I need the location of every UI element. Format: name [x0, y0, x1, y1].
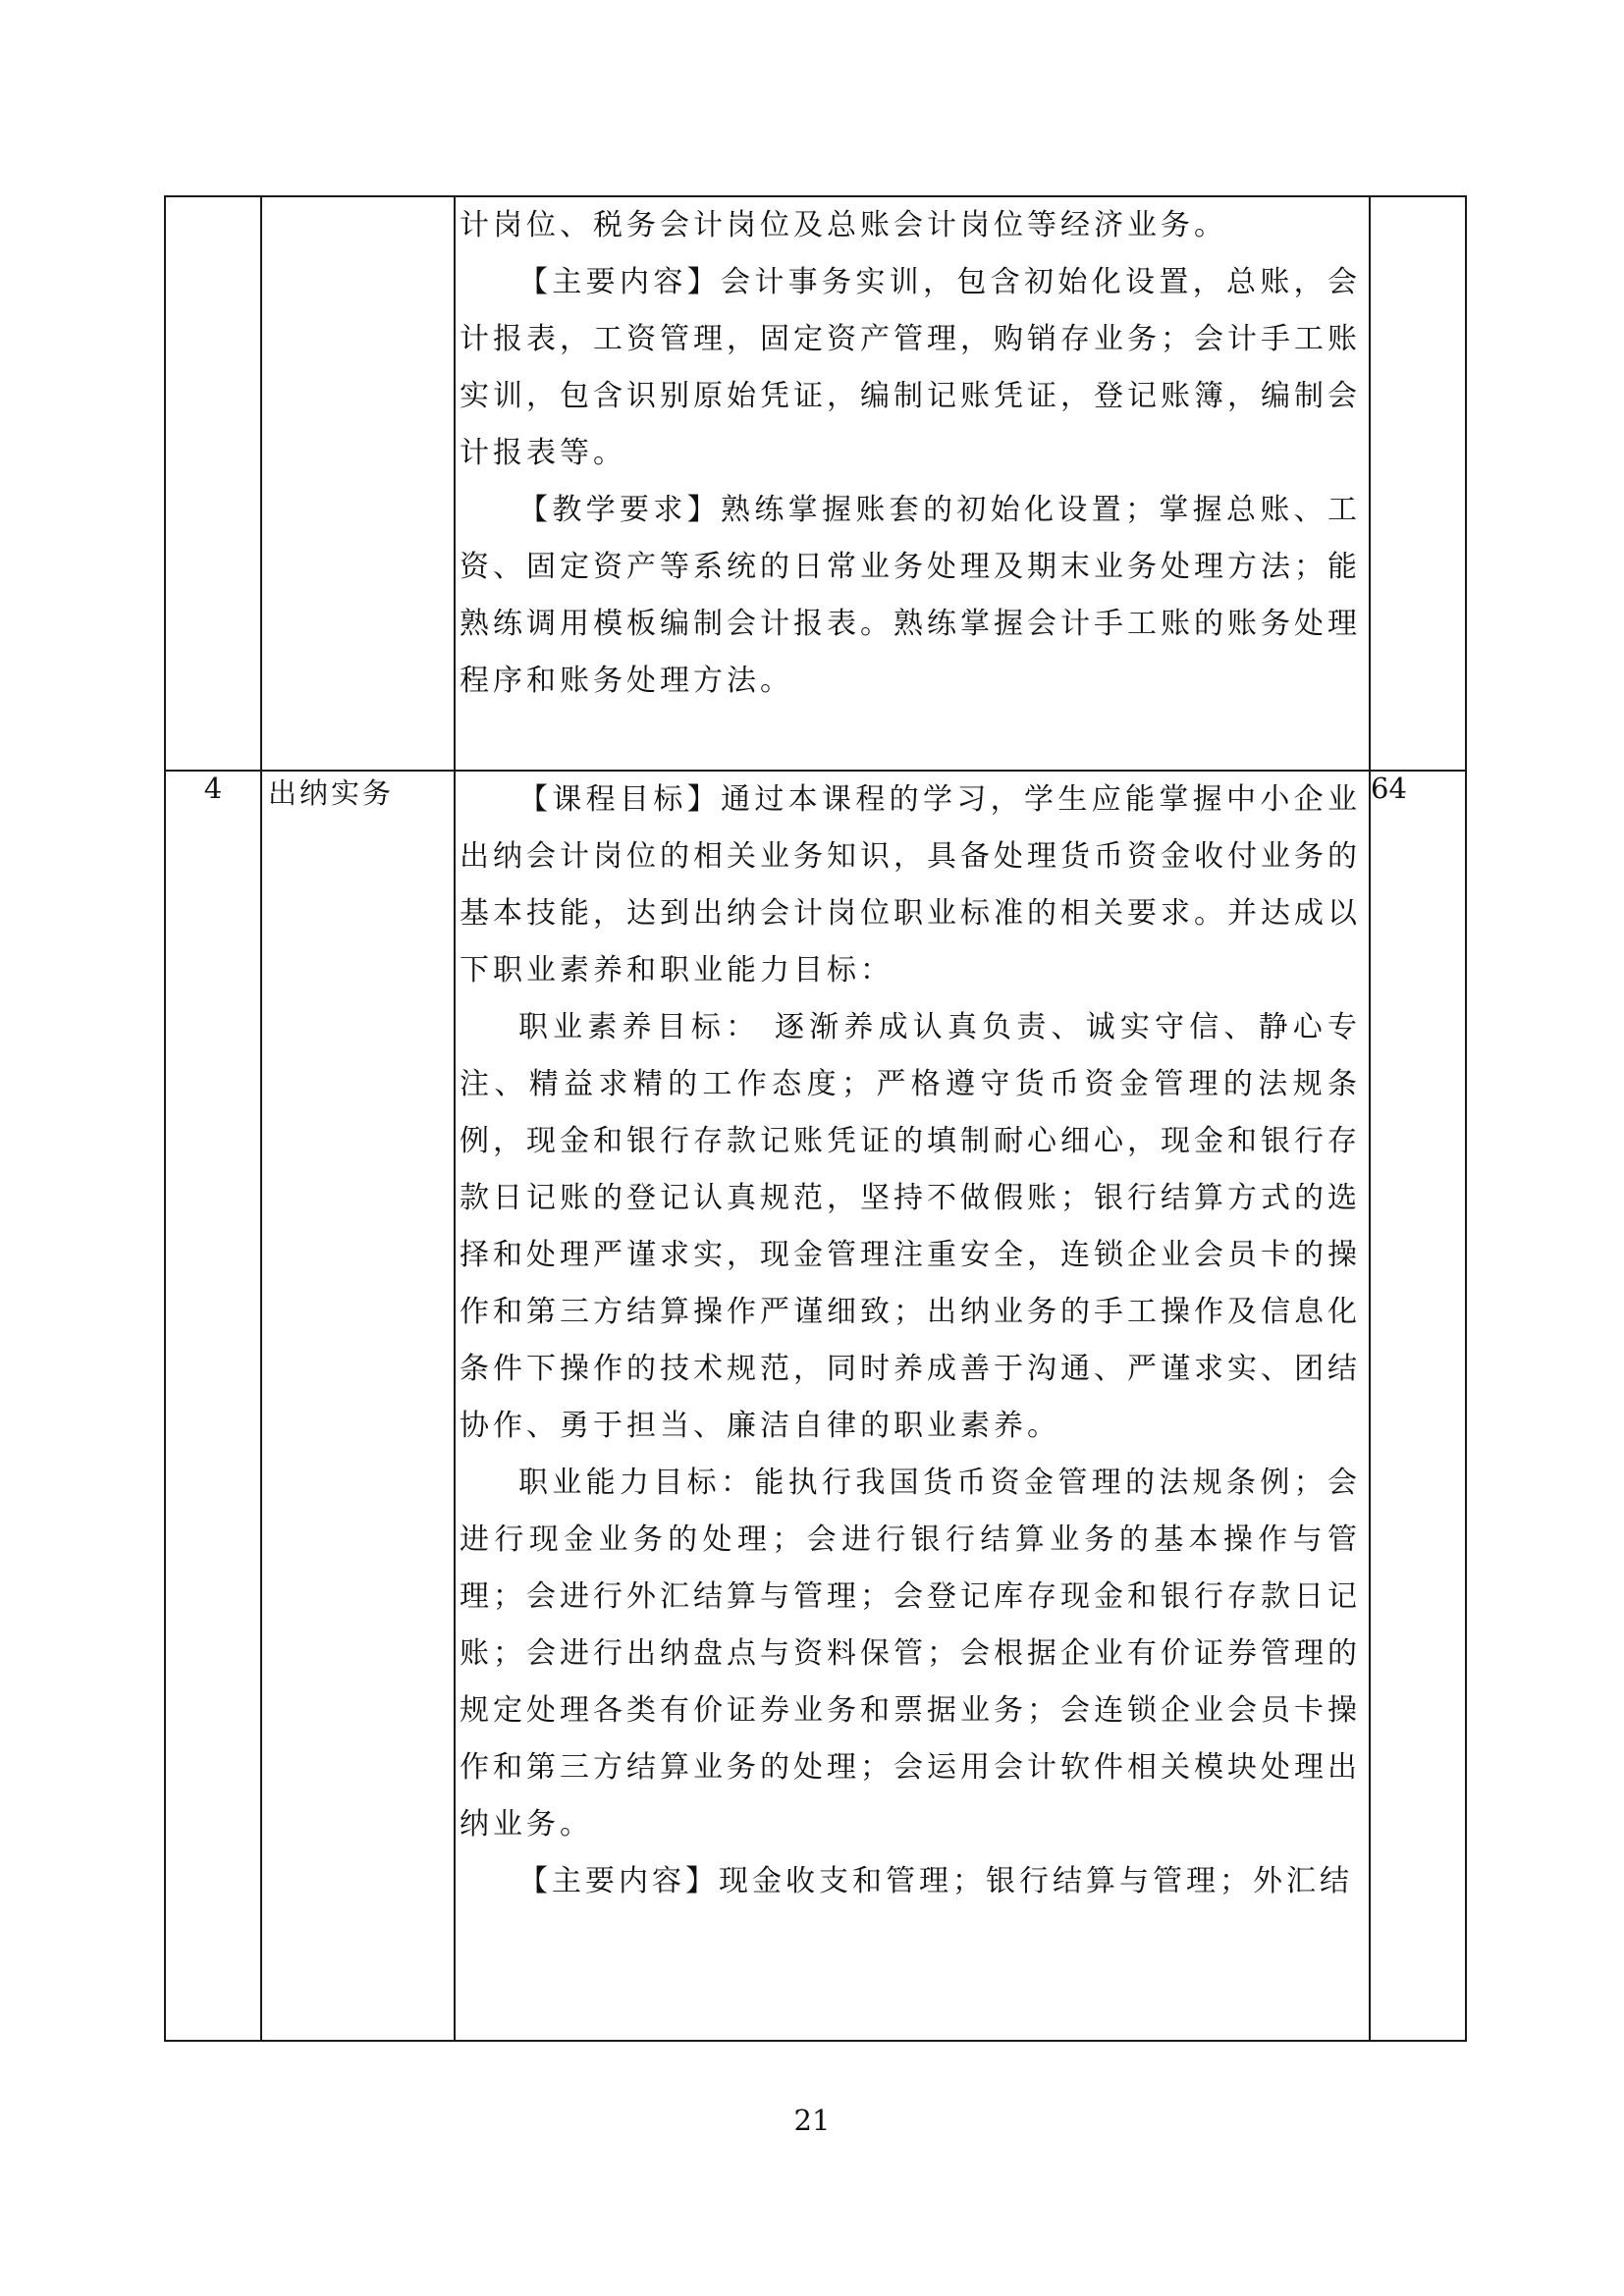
course-name: 出纳实务	[268, 776, 395, 810]
course-content	[456, 197, 1369, 710]
content-paragraph: 【教学要求】熟练掌握账套的初始化设置；掌握总账、工资、固定资产等系统的日常业务处理及期末业务处理方法；能熟练调用模板编制会计报表。熟练掌握会计手工账的账务处理程序和账务处理方法。	[460, 493, 1361, 698]
content-paragraph: 【主要内容】会计事务实训，包含初始化设置，总账，会计报表，工资管理，固定资产管理，购销存业务；会计手工账实训，包含识别原始凭证，编制记账凭证，登记账簿，编制会计报表等。	[460, 265, 1361, 470]
course-hours-cell	[1370, 196, 1466, 771]
course-table	[164, 195, 1467, 2042]
course-hours: 64	[1371, 772, 1407, 805]
course-name-cell	[261, 196, 455, 771]
course-number-cell	[165, 196, 261, 771]
course-number: 4	[203, 772, 223, 805]
course-content-cell	[455, 771, 1370, 2041]
page-number: 21	[793, 2104, 831, 2137]
course-content-cell	[455, 196, 1370, 771]
table-row	[165, 196, 1466, 771]
content-paragraph: 【主要内容】现金收支和管理；银行结算与管理；外汇结	[518, 1864, 1353, 1898]
content-paragraph: 计岗位、税务会计岗位及总账会计岗位等经济业务。	[460, 208, 1227, 242]
course-hours-cell	[1370, 771, 1466, 2041]
table-row	[165, 771, 1466, 2041]
course-content	[456, 772, 1369, 1910]
content-paragraph: 职业素养目标： 逐渐养成认真负责、诚实守信、静心专注、精益求精的工作态度；严格遵守货币资金管理的法规条例，现金和银行存款记账凭证的填制耐心细心，现金和银行存款日记账的登记认真规范，坚持不做假账；银行结算方式的选择和处理严谨求实，现金管理注重安全，连锁企业会员卡的操作和第三方结算操作严谨细致；出纳业务的手工操作及信息化条件下操作的技术规范，同时养成善于沟通、严谨求实、团结协作、勇于担当、廉洁自律的职业素养。	[460, 1010, 1361, 1443]
course-name-cell	[261, 771, 455, 2041]
content-paragraph: 职业能力目标：能执行我国货币资金管理的法规条例；会进行现金业务的处理；会进行银行结算业务的基本操作与管理；会进行外汇结算与管理；会登记库存现金和银行存款日记账；会进行出纳盘点与资料保管；会根据企业有价证券管理的规定处理各类有价证券业务和票据业务；会连锁企业会员卡操作和第三方结算业务的处理；会运用会计软件相关模块处理出纳业务。	[460, 1466, 1361, 1842]
course-number-cell	[165, 771, 261, 2041]
content-paragraph: 【课程目标】通过本课程的学习，学生应能掌握中小企业出纳会计岗位的相关业务知识，具备处理货币资金收付业务的基本技能，达到出纳会计岗位职业标准的相关要求。并达成以下职业素养和职业能力目标：	[460, 782, 1361, 988]
